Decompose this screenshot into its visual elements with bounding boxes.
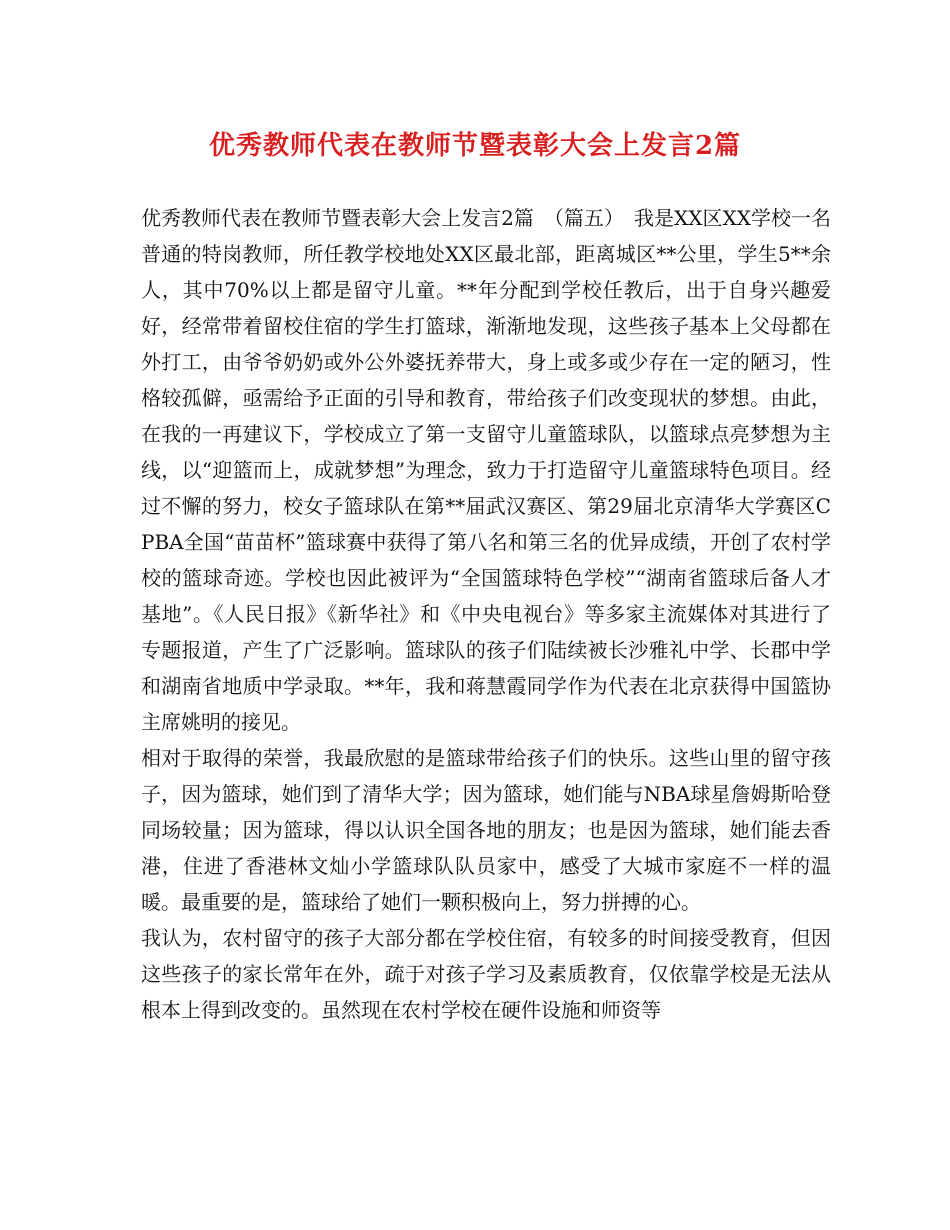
paragraph-1: 优秀教师代表在教师节暨表彰大会上发言2篇 （篇五） 我是XX区XX学校一名普通的特岗教师，所任教学校地处XX区最北部，距离城区**公里，学生5**余人，其中70%以上都是留守儿童。**年分配到学校任教后，出于自身兴趣爱好，经常带着留校住宿的学生打篮球，渐渐地发现，这些孩子基本上父母都在外打工，由爷爷奶奶或外公外婆抚养带大，身上或多或少存在一定的陋习，性格较孤僻，亟需给予正面的引导和教育，带给孩子们改变现状的梦想。由此，在我的一再建议下，学校成立了第一支留守儿童篮球队，以篮球点亮梦想为主线，以“迎篮而上，成就梦想”为理念，致力于打造留守儿童篮球特色项目。经过不懈的努力，校女子篮球队在第**届武汉赛区、第29届北京清华大学赛区CPBA全国“苗苗杯”篮球赛中获得了第八名和第三名的优异成绩，开创了农村学校的篮球奇迹。学校也因此被评为“全国篮球特色学校”“湖南省篮球后备人才基地”。《人民日报》《新华社》和《中央电视台》等多家主流媒体对其进行了专题报道，产生了广泛影响。篮球队的孩子们陆续被长沙雅礼中学、长郡中学和湖南省地质中学录取。**年，我和蒋慧霞同学作为代表在北京获得中国篮协主席姚明的接见。 <box>141 206 831 734</box>
document-body <box>141 200 831 1028</box>
document-title: 优秀教师代表在教师节暨表彰大会上发言2篇 <box>208 131 742 161</box>
paragraph-3: 我认为，农村留守的孩子大部分都在学校住宿，有较多的时间接受教育，但因这些孩子的家长常年在外，疏于对孩子学习及素质教育，仅依靠学校是无法从根本上得到改变的。虽然现在农村学校在硬件设施和师资等 <box>141 926 831 1022</box>
paragraph-2: 相对于取得的荣誉，我最欣慰的是篮球带给孩子们的快乐。这些山里的留守孩子，因为篮球，她们到了清华大学；因为篮球，她们能与NBA球星詹姆斯哈登同场较量；因为篮球，得以认识全国各地的朋友；也是因为篮球，她们能去香港，住进了香港林文灿小学篮球队队员家中，感受了大城市家庭不一样的温暖。最重要的是，篮球给了她们一颗积极向上，努力拼搏的心。 <box>141 746 831 914</box>
